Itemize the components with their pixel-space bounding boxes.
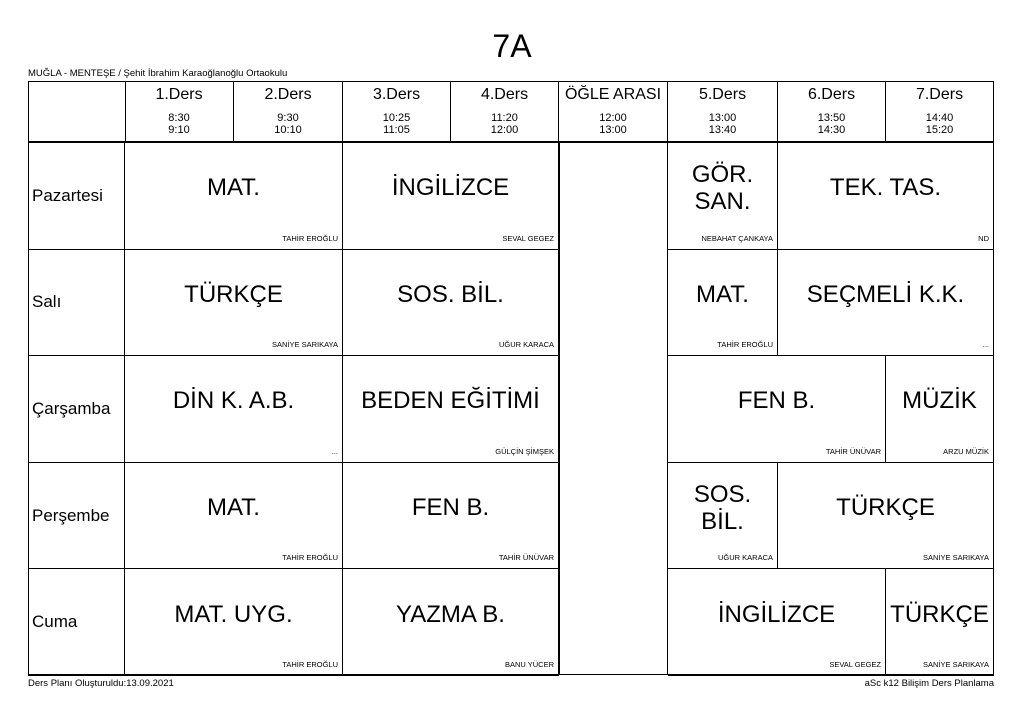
day-cell <box>28 143 125 250</box>
day-name: Pazartesi <box>32 185 103 205</box>
lesson-teacher: TAHİR EROĞLU <box>282 233 338 243</box>
lesson-subject: MAT. UYG. <box>174 600 293 628</box>
lesson-cell[interactable] <box>668 463 778 570</box>
lesson-teacher: TAHİR EROĞLU <box>282 659 338 669</box>
lesson-subject: MAT. <box>696 280 749 308</box>
period-label: 2.Ders <box>264 86 312 103</box>
day-cell <box>28 463 125 570</box>
period-times <box>234 112 342 136</box>
period-end: 9:10 <box>168 124 190 136</box>
lunch-break-column <box>559 143 668 675</box>
period-end: 12:00 <box>490 124 519 136</box>
period-header <box>886 81 994 142</box>
lesson-subject: GÖR. SAN. <box>691 160 754 215</box>
period-times <box>343 112 450 136</box>
period-header <box>778 81 886 142</box>
period-label: 4.Ders <box>480 86 529 103</box>
period-start: 13:00 <box>708 112 737 124</box>
period-times <box>125 112 233 136</box>
period-start: 9:30 <box>277 112 299 124</box>
period-label: 6.Ders <box>807 86 856 103</box>
period-header <box>343 81 451 142</box>
period-label: 1.Ders <box>155 86 203 103</box>
lesson-teacher: TAHİR EROĞLU <box>282 553 338 563</box>
period-start: 13:50 <box>817 112 846 124</box>
lesson-subject: İNGİLİZCE <box>391 174 510 202</box>
period-label: 3.Ders <box>372 86 421 103</box>
day-cell <box>28 356 125 463</box>
lesson-subject: FEN B. <box>737 387 816 415</box>
lesson-cell[interactable] <box>125 143 343 250</box>
lesson-subject: SOS. BİL. <box>693 480 752 535</box>
period-end: 14:30 <box>817 124 846 136</box>
lesson-subject: TÜRKÇE <box>184 280 283 308</box>
lesson-subject: SOS. BİL. <box>397 280 504 308</box>
lesson-teacher: UĞUR KARACA <box>498 340 554 350</box>
lesson-subject: TÜRKÇE <box>836 494 935 522</box>
lesson-teacher: SEVAL GEGEZ <box>829 659 881 669</box>
lesson-teacher: ARZU MÜZİK <box>943 446 989 456</box>
lesson-cell[interactable] <box>343 356 559 463</box>
lesson-teacher: GÜLÇİN ŞİMŞEK <box>495 446 554 456</box>
lesson-cell[interactable] <box>668 356 886 463</box>
lesson-teacher: ND <box>978 233 989 243</box>
lesson-cell[interactable] <box>343 569 559 676</box>
period-header <box>451 81 559 142</box>
lesson-cell[interactable] <box>668 569 886 676</box>
lesson-subject: BEDEN EĞİTİMİ <box>361 387 540 415</box>
software-credit: aSc k12 Bilişim Ders Planlama <box>864 678 994 689</box>
period-start: 12:00 <box>599 112 627 124</box>
period-start: 8:30 <box>168 112 190 124</box>
lesson-subject: DİN K. A.B. <box>172 387 295 415</box>
period-times <box>559 112 667 136</box>
period-times <box>886 112 993 136</box>
lesson-teacher: ... <box>982 340 989 350</box>
period-end: 13:40 <box>708 124 737 136</box>
day-name: Salı <box>32 292 62 312</box>
lesson-subject: İNGİLİZCE <box>717 600 836 628</box>
lesson-teacher: SANİYE SARIKAYA <box>272 340 338 350</box>
lesson-cell[interactable] <box>886 569 994 676</box>
period-label: ÖĞLE ARASI <box>564 86 662 103</box>
period-start: 14:40 <box>925 112 954 124</box>
day-name: Perşembe <box>32 505 110 525</box>
period-header <box>234 81 343 142</box>
lesson-cell[interactable] <box>343 250 559 357</box>
period-end: 13:00 <box>599 124 627 136</box>
lesson-subject: FEN B. <box>411 494 490 522</box>
lesson-subject: YAZMA B. <box>396 600 505 628</box>
timetable-title: 7A <box>492 28 532 64</box>
lesson-subject: MAT. <box>207 494 260 522</box>
lesson-cell[interactable] <box>778 143 994 250</box>
lesson-cell[interactable] <box>886 356 994 463</box>
lesson-cell[interactable] <box>778 463 994 570</box>
period-times <box>451 112 558 136</box>
period-times <box>778 112 885 136</box>
lesson-cell[interactable] <box>668 250 778 357</box>
period-end: 10:10 <box>274 124 302 136</box>
day-name: Cuma <box>32 612 78 632</box>
period-label: 7.Ders <box>915 86 964 103</box>
lesson-teacher: ... <box>331 446 338 456</box>
lesson-subject: MÜZİK <box>902 387 977 415</box>
lesson-teacher: TAHİR ÜNÜVAR <box>825 446 881 456</box>
period-header <box>559 81 668 142</box>
lesson-teacher: TAHİR EROĞLU <box>717 340 773 350</box>
period-end: 11:05 <box>383 124 410 136</box>
lesson-teacher: SANİYE SARIKAYA <box>923 659 989 669</box>
period-header <box>668 81 778 142</box>
lesson-teacher: SEVAL GEGEZ <box>502 233 554 243</box>
lesson-teacher: SANİYE SARIKAYA <box>923 553 989 563</box>
lesson-cell[interactable] <box>668 143 778 250</box>
period-start: 10:25 <box>382 112 411 124</box>
created-date: Ders Planı Oluşturuldu:13.09.2021 <box>28 678 174 689</box>
lesson-cell[interactable] <box>125 250 343 357</box>
lesson-teacher: TAHİR ÜNÜVAR <box>498 553 554 563</box>
period-end: 15:20 <box>925 124 954 136</box>
lesson-teacher: NEBAHAT ÇANKAYA <box>701 233 773 243</box>
school-name: MUĞLA - MENTEŞE / Şehit İbrahim Karaoğlanoğlu Ortaokulu <box>28 68 288 79</box>
lesson-subject: MAT. <box>207 174 260 202</box>
period-label: 5.Ders <box>698 86 747 103</box>
period-times <box>668 112 777 136</box>
lesson-cell[interactable] <box>778 250 994 357</box>
lesson-subject: SEÇMELİ K.K. <box>806 280 965 308</box>
day-name: Çarşamba <box>32 398 111 418</box>
lesson-cell[interactable] <box>125 356 343 463</box>
lesson-cell[interactable] <box>125 463 343 570</box>
lesson-subject: TEK. TAS. <box>829 174 942 202</box>
day-cell <box>28 569 125 676</box>
lesson-cell[interactable] <box>125 569 343 676</box>
lesson-cell[interactable] <box>343 463 559 570</box>
lesson-teacher: UĞUR KARACA <box>717 553 773 563</box>
lesson-cell[interactable] <box>343 143 559 250</box>
timetable-grid <box>28 81 994 675</box>
lesson-subject: TÜRKÇE <box>890 600 989 628</box>
lesson-teacher: BANU YÜCER <box>504 659 554 669</box>
period-header <box>125 81 234 142</box>
day-cell <box>28 250 125 357</box>
period-start: 11:20 <box>491 112 518 124</box>
